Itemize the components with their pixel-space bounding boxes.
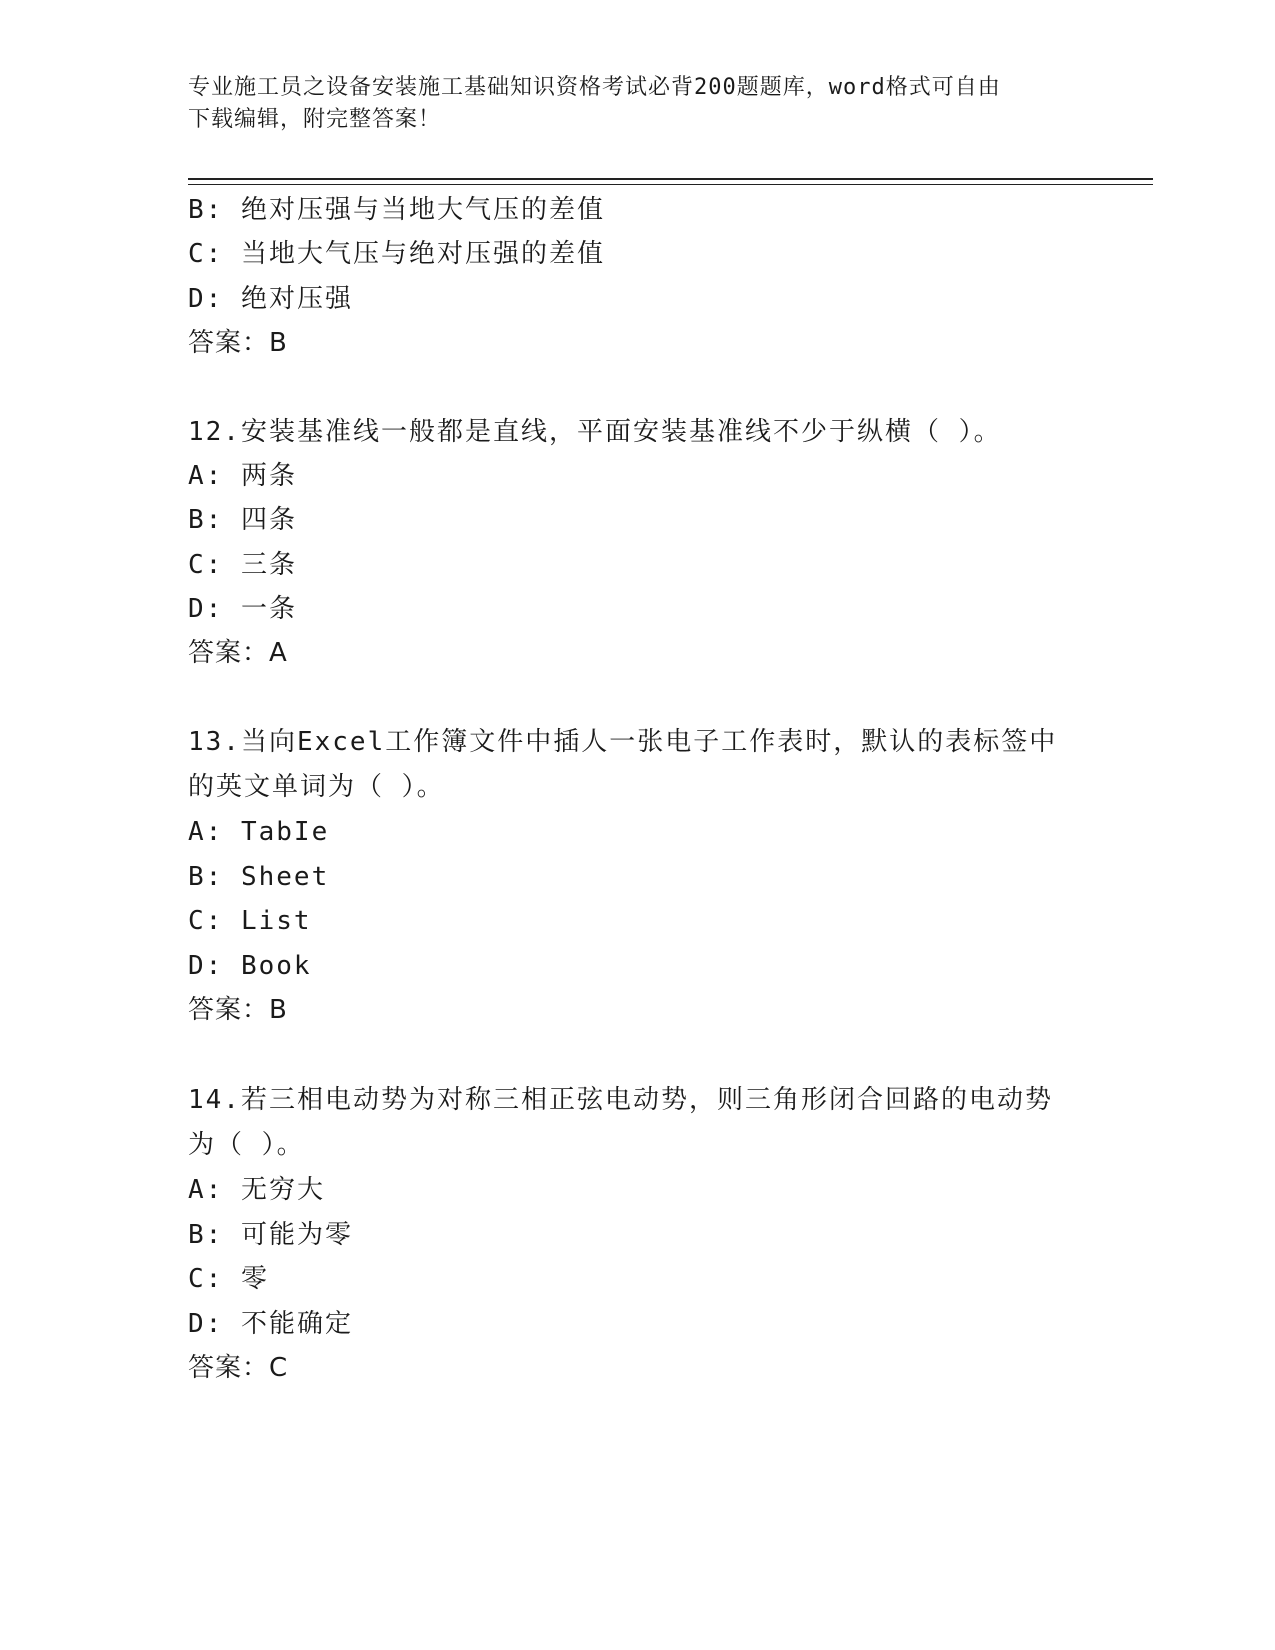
option-a: A: 无穷大 <box>188 1175 325 1205</box>
header-line-2: 下载编辑，附完整答案！ <box>188 107 442 132</box>
answer: 答案：C <box>188 1353 289 1383</box>
option-d: D: Book <box>188 951 312 981</box>
answer: 答案：A <box>188 638 288 668</box>
document-header <box>188 72 1068 136</box>
option-c: C: 零 <box>188 1264 269 1294</box>
option-d: D: 一条 <box>188 594 297 624</box>
question-12-text: 12.安装基准线一般都是直线，平面安装基准线不少于纵横（ ）。 <box>188 417 1002 447</box>
option-b: B: 可能为零 <box>188 1220 353 1250</box>
option-b: B: 绝对压强与当地大气压的差值 <box>188 195 605 225</box>
option-c: C: 当地大气压与绝对压强的差值 <box>188 239 605 269</box>
option-a: A: 两条 <box>188 461 297 491</box>
question-14-text-cont: 为（ ）。 <box>188 1130 305 1160</box>
header-divider-thin <box>188 184 1153 185</box>
question-13-text: 13.当向Excel工作簿文件中插人一张电子工作表时，默认的表标签中 <box>188 727 1058 757</box>
option-c: C: 三条 <box>188 550 297 580</box>
question-14-text: 14.若三相电动势为对称三相正弦电动势，则三角形闭合回路的电动势 <box>188 1085 1053 1115</box>
option-d: D: 不能确定 <box>188 1309 353 1339</box>
answer: 答案：B <box>188 995 288 1025</box>
header-line-1: 专业施工员之设备安装施工基础知识资格考试必背200题题库，word格式可自由 <box>188 75 1001 100</box>
option-b: B: 四条 <box>188 505 297 535</box>
question-13-text-cont: 的英文单词为（ ）。 <box>188 772 445 802</box>
answer: 答案：B <box>188 328 288 358</box>
option-c: C: List <box>188 906 312 936</box>
header-divider <box>188 178 1153 180</box>
option-d: D: 绝对压强 <box>188 284 353 314</box>
option-b: B: Sheet <box>188 862 330 892</box>
option-a: A: TabIe <box>188 817 330 847</box>
